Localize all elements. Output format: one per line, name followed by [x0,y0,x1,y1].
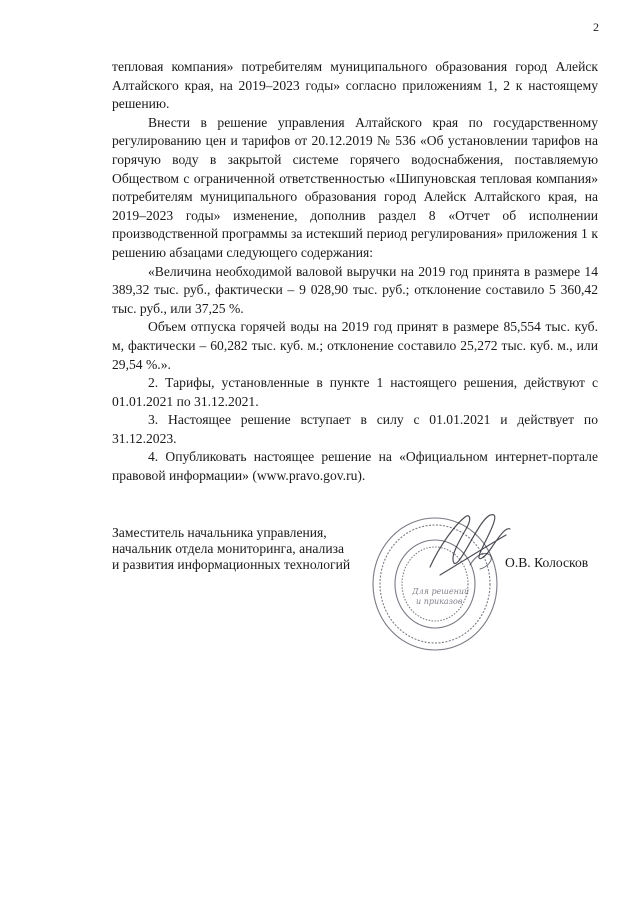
paragraph-continuation: тепловая компания» потребителям муниципального образования город Алейск Алтайского края, на 2019–2023 годы» согласно приложениям 1, 2 к настоящему решению. [112,59,598,112]
paragraph-amendment: Внести в решение управления Алтайского края по государственному регулированию цен и тарифов от 20.12.2019 № 536 «Об установлении тарифов на горячую воду в закрытой системе горячего водоснабжения, поставляемую Обществом с ограниченной ответственностью «Шипуновская тепловая компания» потребителям муниципального образования город Алейск Алтайского края, на 2019–2023 годы» изменение, дополнив раздел 8 «Отчет об исполнении производственной программы за истекший период регулирования» приложения 1 к решению абзацами следующего содержания: [112,114,598,260]
paragraph-item-4: 4. Опубликовать настоящее решение на «Официальном интернет-портале правовой информации» (www.pravo.gov.ru). [112,449,598,484]
seal-center-text: Для решений [412,587,470,596]
handwritten-signature [410,505,530,595]
paragraph-item-2: 2. Тарифы, установленные в пункте 1 настоящего решения, действуют с 01.01.2021 по 31.12.2021. [112,375,598,409]
signatory-title-line: Заместитель начальника управления, [112,525,327,540]
paragraph-revenue: «Величина необходимой валовой выручки на 2019 год принята в размере 14 389,32 тыс. руб., фактически – 9 028,90 тыс. руб.; отклонение составило 5 360,42 тыс. руб., или 37,25 %. [112,263,598,316]
document-body [112,58,598,486]
seal-center-text: и приказов [416,597,463,606]
paragraph-item-3: 3. Настоящее решение вступает в силу с 01.01.2021 и действует по 31.12.2023. [112,412,598,446]
signatory-name: О.В. Колосков [505,555,589,570]
signatory-title-line: начальник отдела мониторинга, анализа [112,541,345,556]
paragraph-volume: Объем отпуска горячей воды на 2019 год принят в размере 85,554 тыс. куб. м, фактически – 60,282 тыс. куб. м.; отклонение составило 25,272 тыс. куб. м., или 29,54 %.». [112,319,598,372]
signatory-title-line: и развития информационных технологий [112,557,351,572]
signatory-title [112,525,412,573]
page-number: 2 [593,20,599,34]
